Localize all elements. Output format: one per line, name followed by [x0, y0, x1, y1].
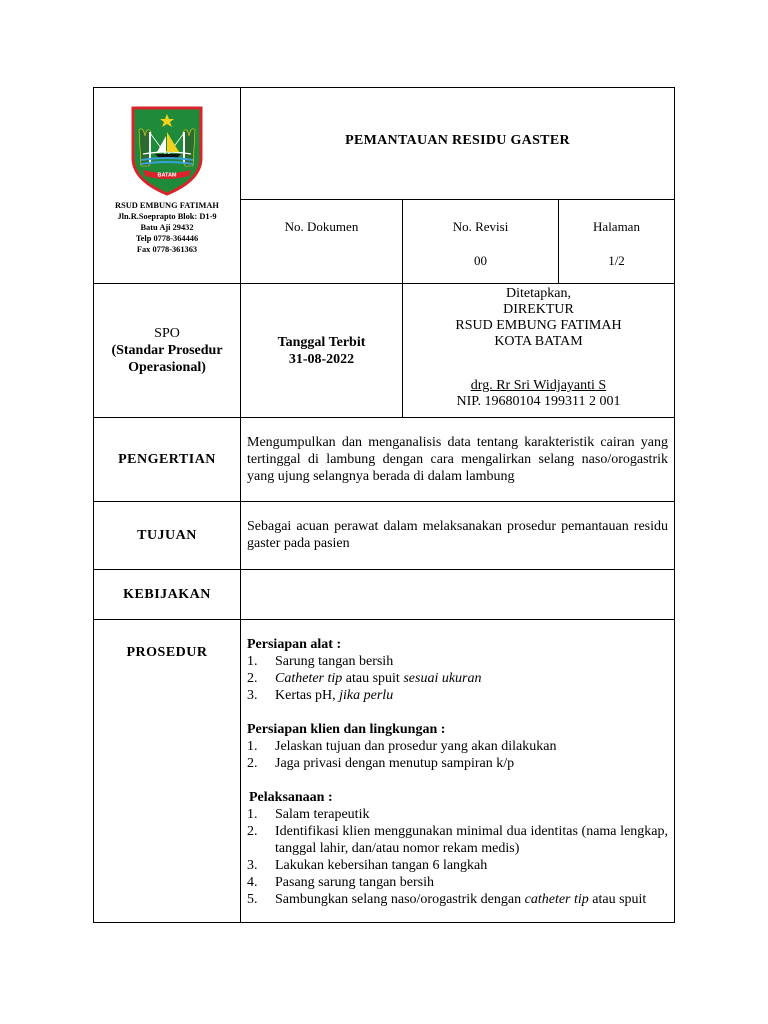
- spo-line-2: (Standar Prosedur: [111, 343, 223, 358]
- list-number: 3.: [247, 688, 258, 703]
- alat-title: Persiapan alat :: [247, 637, 342, 652]
- list-text: Pasang sarung tangan bersih: [275, 875, 435, 890]
- pengertian-label: PENGERTIAN: [118, 451, 216, 467]
- spo-label: [94, 284, 240, 376]
- list-item: [247, 738, 668, 755]
- approval-set-by: Ditetapkan,: [506, 286, 571, 301]
- list-item: [247, 823, 668, 857]
- title-cell: [241, 88, 675, 200]
- hospital-fax: Fax 0778-361363: [136, 245, 198, 254]
- hospital-name: RSUD EMBUNG FATIMAH: [115, 201, 219, 210]
- list-text: Salam terapeutik: [275, 807, 370, 822]
- list-item: [247, 755, 668, 772]
- list-text: Sarung tangan bersih: [275, 654, 394, 669]
- page-cell: [559, 200, 675, 284]
- list-number: 1.: [247, 807, 258, 822]
- approval-institution: RSUD EMBUNG FATIMAH: [455, 318, 622, 333]
- hospital-phone: Telp 0778-364446: [135, 234, 199, 243]
- issue-date-cell: [241, 284, 403, 418]
- list-text: Jaga privasi dengan menutup sampiran k/p: [275, 756, 515, 771]
- list-text: Identifikasi klien menggunakan minimal dua identitas (nama lengkap, tanggal lahir, dan/atau nomor rekam medis): [275, 824, 668, 856]
- list-italic: jika perlu: [339, 688, 394, 703]
- list-item: [247, 891, 668, 908]
- list-item: [247, 687, 668, 704]
- list-item: [247, 670, 668, 687]
- doc-number-cell: [241, 200, 403, 284]
- approval-cell: [403, 284, 675, 418]
- batam-emblem-icon: [129, 106, 205, 196]
- list-text: Lakukan kebersihan tangan 6 langkah: [275, 858, 488, 873]
- prosedur-content: [241, 620, 674, 908]
- issue-date-value: 31-08-2022: [288, 352, 355, 367]
- list-text: Sambungkan selang naso/orogastrik dengan: [275, 892, 525, 907]
- hospital-address: Jln.R.Soeprapto Blok: D1-9: [117, 212, 217, 221]
- logo-cell: [94, 88, 241, 284]
- tujuan-label: TUJUAN: [137, 527, 197, 543]
- approval-position: DIREKTUR: [503, 302, 574, 317]
- spo-document: [93, 87, 674, 923]
- spo-label-cell: [94, 284, 241, 418]
- logo-text: BATAM: [157, 172, 177, 179]
- page-label: Halaman: [593, 219, 640, 234]
- pelaksanaan-title: Pelaksanaan :: [249, 790, 333, 805]
- list-item: [247, 874, 668, 891]
- tujuan-label-cell: [94, 502, 241, 570]
- tujuan-content-cell: [241, 502, 675, 570]
- revision-cell: [403, 200, 559, 284]
- kebijakan-content-cell: [241, 570, 675, 620]
- pengertian-label-cell: [94, 418, 241, 502]
- revision-label: No. Revisi: [452, 219, 509, 234]
- spo-table: [93, 87, 675, 923]
- list-italic: sesuai ukuran: [403, 671, 482, 686]
- pengertian-content-cell: [241, 418, 675, 502]
- list-item: [247, 806, 668, 823]
- issue-date-label: Tanggal Terbit: [277, 335, 366, 350]
- prosedur-content-cell: [241, 620, 675, 923]
- issue-date: [241, 284, 402, 368]
- prosedur-label: PROSEDUR: [126, 645, 208, 660]
- page-value: 1/2: [608, 253, 625, 268]
- list-item: [247, 653, 668, 670]
- list-item: [247, 857, 668, 874]
- approval-city: KOTA BATAM: [494, 334, 583, 349]
- hospital-info: [94, 200, 240, 255]
- kebijakan-label: KEBIJAKAN: [123, 586, 211, 602]
- list-number: 1.: [247, 739, 258, 754]
- list-text: atau spuit: [588, 892, 647, 907]
- kebijakan-label-cell: [94, 570, 241, 620]
- doc-number-label: No. Dokumen: [284, 219, 359, 234]
- list-text: atau spuit: [342, 671, 404, 686]
- alat-list: [247, 653, 668, 704]
- approval-signer: drg. Rr Sri Widjayanti S: [470, 378, 607, 393]
- list-number: 2.: [247, 756, 258, 771]
- list-text: Jelaskan tujuan dan prosedur yang akan dilakukan: [275, 739, 557, 754]
- klien-list: [247, 738, 668, 772]
- pengertian-text: Mengumpulkan dan menganalisis data tentang karakteristik cairan yang tertinggal di lambung dengan cara mengalirkan selang naso/orogastrik yang ujung selangnya berada di dalam lambung: [247, 435, 668, 484]
- klien-title: Persiapan klien dan lingkungan :: [247, 722, 446, 737]
- list-number: 2.: [247, 824, 258, 839]
- list-number: 1.: [247, 654, 258, 669]
- document-title: PEMANTAUAN RESIDU GASTER: [345, 133, 570, 148]
- doc-number-value: [241, 235, 402, 253]
- revision-value: 00: [474, 253, 487, 268]
- list-italic: catheter tip: [524, 892, 589, 907]
- list-number: 3.: [247, 858, 258, 873]
- prosedur-label-cell: [94, 620, 241, 923]
- list-number: 5.: [247, 892, 258, 907]
- approval-block: [403, 284, 674, 410]
- spo-line-1: SPO: [154, 326, 180, 341]
- approval-nip: NIP. 19680104 199311 2 001: [456, 394, 621, 409]
- list-number: 2.: [247, 671, 258, 686]
- list-number: 4.: [247, 875, 258, 890]
- pelaksanaan-list: [247, 806, 668, 908]
- spo-line-3: Operasional): [128, 360, 206, 375]
- tujuan-text: Sebagai acuan perawat dalam melaksanakan prosedur pemantauan residu gaster pada pasien: [247, 519, 668, 551]
- hospital-city: Batu Aji 29432: [140, 223, 194, 232]
- list-italic: Catheter tip: [275, 671, 343, 686]
- list-text: Kertas pH,: [275, 688, 340, 703]
